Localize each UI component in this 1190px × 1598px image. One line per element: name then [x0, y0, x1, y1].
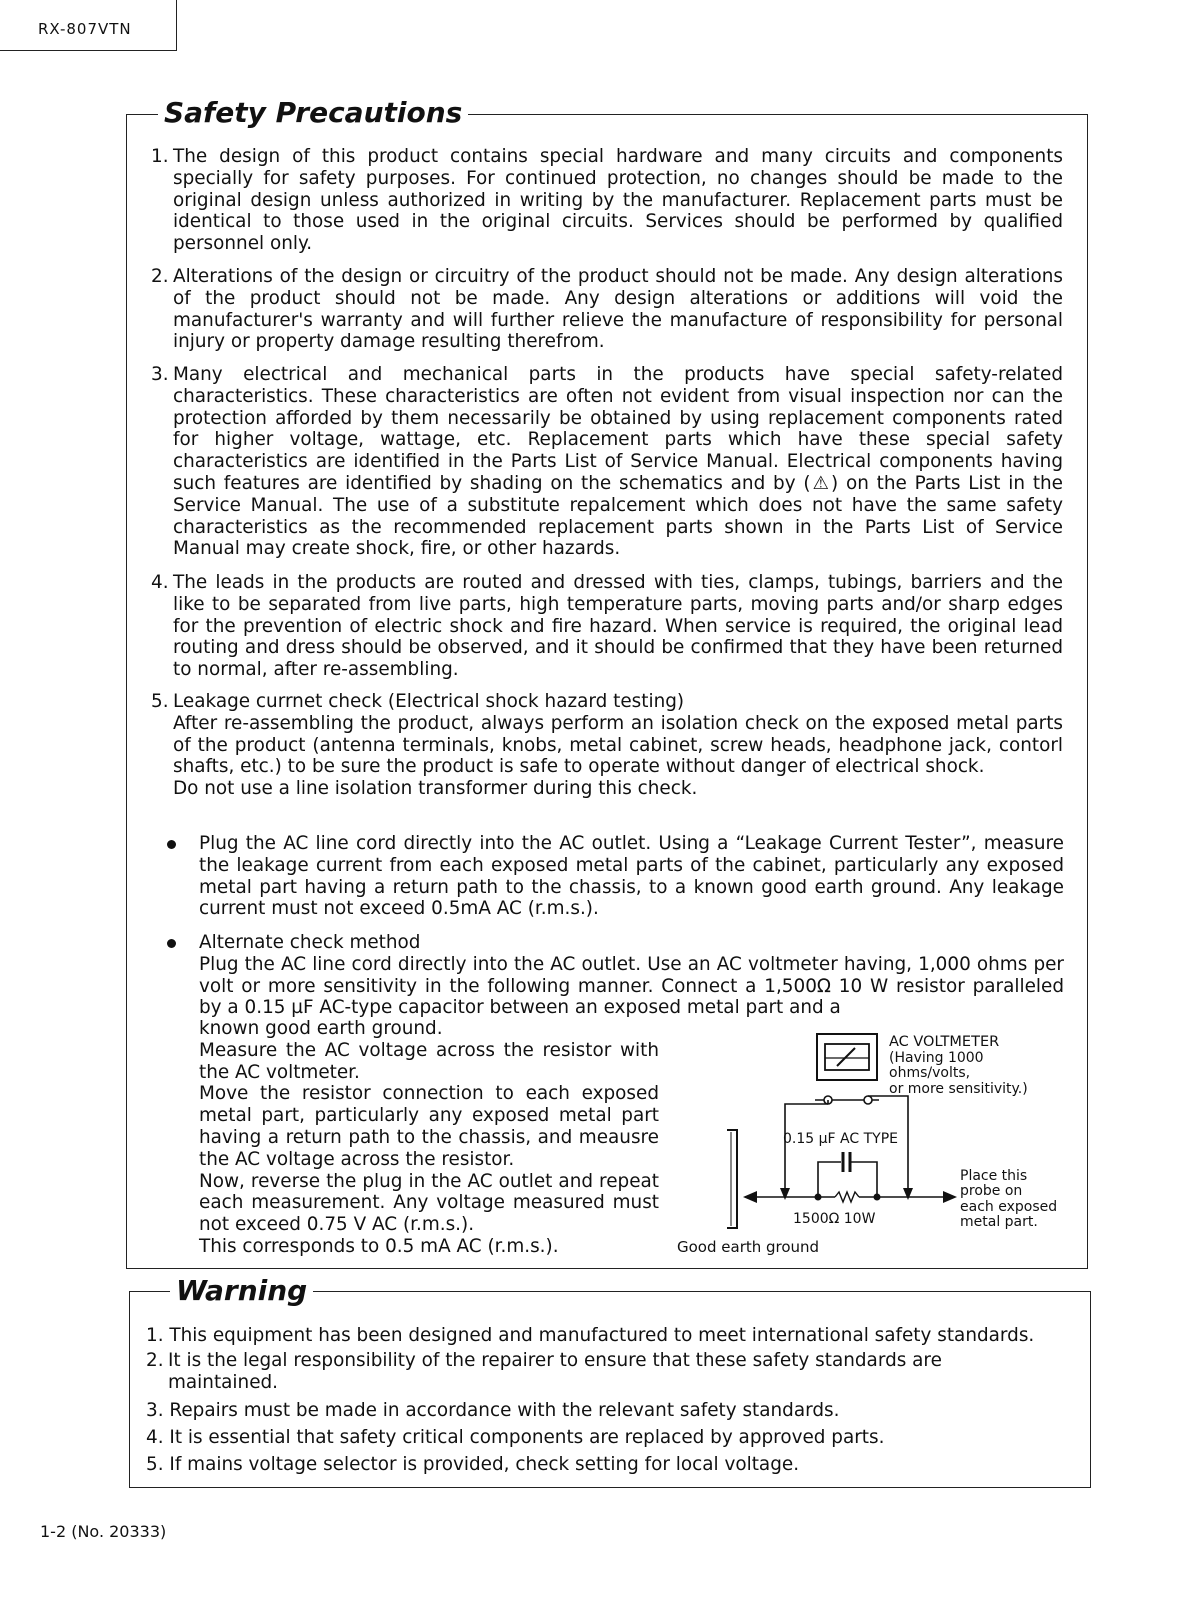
- probe-label-3: each exposed: [960, 1199, 1058, 1215]
- voltmeter-needle-icon: [837, 1048, 855, 1066]
- leakage-test-diagram: [665, 1022, 1085, 1262]
- lead-left-arrow-icon: [780, 1188, 790, 1200]
- leakage-bullet-1-text: Plug the AC line cord directly into the AC outlet. Using a “Leakage Current Tester”, measure the leakage current from each exposed metal parts of the cabinet, particularly any exposed metal part having a return path to the chassis, to a known good earth ground. Any leakage current must not exceed 0.5mA AC (r.m.s.).: [199, 833, 1064, 920]
- warning-item-4: 4. It is essential that safety critical components are replaced by approved parts.: [146, 1427, 885, 1448]
- leakage-bullet-1: [167, 833, 1064, 920]
- leakage-bullet-2: [167, 932, 1064, 1019]
- voltmeter-note-1: (Having 1000: [889, 1050, 984, 1066]
- model-number: RX-807VTN: [38, 20, 132, 38]
- probe-label-2: probe on: [960, 1183, 1023, 1199]
- junction-right: [874, 1194, 881, 1201]
- capacitor-label: 0.15 µF AC TYPE: [783, 1131, 898, 1147]
- warning-item-3-text: Repairs must be made in accordance with the relevant safety standards.: [169, 1400, 840, 1421]
- warning-item-4-text: It is essential that safety critical components are replaced by approved parts.: [169, 1427, 885, 1448]
- safety-item-4-text: The leads in the products are routed and dressed with ties, clamps, tubings, barriers and the like to be separated from live parts, high temperature parts, moving parts and/or sharp edges for the prevention of electric shock and fire hazard. When service is required, the original lead routing and dress should be observed, and it should be confirmed that they have been returned to normal, after re-assembling.: [173, 572, 1063, 681]
- safety-item-3-text: Many electrical and mechanical parts in the products have special safety-related characteristics. These characteristics are often not evident from visual inspection nor can the protection afforded by them necessarily be obtained by using replacement components rated for higher voltage, wattage, etc. Replacement parts which have these special safety characteristics are identified in the Parts List of Service Manual. Electrical components having such features are identified by shading on the schematics and by (⚠) on the Parts List in the Service Manual. The use of a substitute repalcement which does not have the same safety characteristics as the recommended replacement parts shown in the Parts List of Service Manual may create shock, fire, or other hazards.: [173, 364, 1063, 560]
- safety-item-1-text: The design of this product contains special hardware and many circuits and components specially for safety purposes. For continued protection, no changes should be made to the original design unless authorized in writing by the manufacturer. Replacement parts must be identical to those used in the original circuits. Services should be performed by qualified personnel only.: [173, 146, 1063, 255]
- safety-item-3: 3. Many electrical and mechanical parts in the products have special safety-related characteristics. These characteristics are often not evident from visual inspection nor can the protection afforded by them necessarily be obtained by using replacement components rated for higher voltage, wattage, etc. Replacement parts which have these special safety characteristics are identified in the Parts List of Service Manual. Electrical components having such features are identified by shading on the schematics and by (⚠) on the Parts List in the Service Manual. The use of a substitute repalcement which does not have the same safety characteristics as the recommended replacement parts shown in the Parts List of Service Manual may create shock, fire, or other hazards.: [151, 364, 1063, 560]
- capacitor-wire: [818, 1162, 841, 1197]
- probe-label-4: metal part.: [960, 1214, 1038, 1230]
- resistor-label: 1500Ω 10W: [793, 1211, 876, 1227]
- leakage-bullet-2-text: Alternate check method Plug the AC line cord directly into the AC outlet. Use an AC voltmeter having, 1,000 ohms per volt or more sensitivity in the following manner. Connect a 1,500Ω 10 W resistor paralleled by a 0.15 µF AC-type capacitor between an exposed metal part and a: [199, 932, 1064, 1019]
- lead-right-arrow-icon: [903, 1188, 913, 1200]
- alternate-method-text: known good earth ground. Measure the AC voltage across the resistor with the AC voltmeter. Move the resistor connection to each exposed metal part, particularly any exposed metal part having a return path to the chassis, and meausre the AC voltage across the resistor. Now, reverse the plug in the AC outlet and repeat each measurement. Any voltage measured must not exceed 0.75 V AC (r.m.s.). This corresponds to 0.5 mA AC (r.m.s.).: [199, 1018, 659, 1257]
- lead-left: [785, 1104, 828, 1197]
- ground-plate-icon: [727, 1130, 737, 1228]
- voltmeter-label: AC VOLTMETER: [889, 1034, 1000, 1050]
- warning-item-5: 5. If mains voltage selector is provided, check setting for local voltage.: [146, 1454, 800, 1475]
- resistor-zigzag: [835, 1192, 859, 1202]
- safety-item-2-text: Alterations of the design or circuitry of the product should not be made. Any design alterations of the product should not be made. Any design alterations or additions will void the manufacturer's warranty and will further relieve the manufacture of responsibility for personal injury or property damage resulting therefrom.: [173, 266, 1063, 353]
- voltmeter-note-3: or more sensitivity.): [889, 1081, 1028, 1097]
- safety-item-2: 2. Alterations of the design or circuitry of the product should not be made. Any design alterations of the product should not be made. Any design alterations or additions will void the manufacturer's warranty and will further relieve the manufacture of responsibility for personal injury or property damage resulting therefrom.: [151, 266, 1063, 353]
- junction-left: [815, 1194, 822, 1201]
- warning-item-1: 1. This equipment has been designed and manufactured to meet international safety standards.: [146, 1325, 1035, 1346]
- safety-item-5: 5. Leakage currnet check (Electrical shock hazard testing) After re-assembling the product, always perform an isolation check on the exposed metal parts of the product (antenna terminals, knobs, metal cabinet, screw heads, headphone jack, contorl shafts, etc.) to be sure the product is safe to operate without danger of electrical shock. Do not use a line isolation transformer during this check.: [151, 691, 1063, 800]
- warning-item-2-text: It is the legal responsibility of the repairer to ensure that these safety standards are maintained.: [168, 1350, 942, 1393]
- page-number: 1-2 (No. 20333): [40, 1522, 167, 1541]
- ground-label: Good earth ground: [677, 1238, 820, 1256]
- ground-arrow-icon: [743, 1191, 757, 1203]
- bullet-dot: [167, 840, 176, 849]
- probe-label-1: Place this: [960, 1168, 1028, 1184]
- warning-item-2: 2. It is the legal responsibility of the repairer to ensure that these safety standards are maintained.: [146, 1350, 1026, 1394]
- safety-item-4: 4. The leads in the products are routed and dressed with ties, clamps, tubings, barriers and the like to be separated from live parts, high temperature parts, moving parts and/or sharp edges for the prevention of electric shock and fire hazard. When service is required, the original lead routing and dress should be observed, and it should be confirmed that they have been returned to normal, after re-assembling.: [151, 572, 1063, 681]
- warning-item-1-text: This equipment has been designed and manufactured to meet international safety standards.: [169, 1325, 1035, 1346]
- safety-item-1: 1. The design of this product contains special hardware and many circuits and components specially for safety purposes. For continued protection, no changes should be made to the original design unless authorized in writing by the manufacturer. Replacement parts must be identical to those used in the original circuits. Services should be performed by qualified personnel only.: [151, 146, 1063, 255]
- model-tab: [0, 0, 177, 51]
- probe-arrow-icon: [943, 1191, 957, 1203]
- warning-item-3: 3. Repairs must be made in accordance with the relevant safety standards.: [146, 1400, 840, 1421]
- terminal-right: [864, 1096, 872, 1104]
- safety-item-5-text: Leakage currnet check (Electrical shock hazard testing) After re-assembling the product, always perform an isolation check on the exposed metal parts of the product (antenna terminals, knobs, metal cabinet, screw heads, headphone jack, contorl shafts, etc.) to be sure the product is safe to operate without danger of electrical shock. Do not use a line isolation transformer during this check.: [173, 691, 1063, 800]
- voltmeter-note-2: ohms/volts,: [889, 1065, 971, 1081]
- warning-title: Warning: [170, 1274, 313, 1307]
- warning-item-5-text: If mains voltage selector is provided, check setting for local voltage.: [169, 1454, 800, 1475]
- bullet-dot: [167, 939, 176, 948]
- safety-precautions-title: Safety Precautions: [158, 96, 468, 129]
